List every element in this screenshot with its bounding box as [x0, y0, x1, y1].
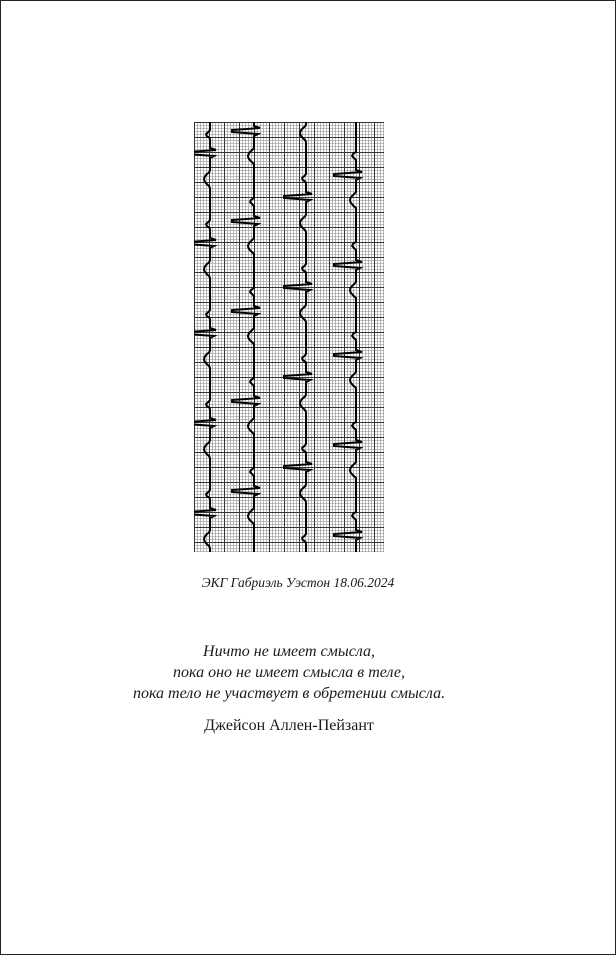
epigraph-quote — [1, 641, 577, 704]
epigraph-line: пока тело не участвует в обретении смысла. — [132, 685, 446, 702]
epigraph-line: пока оно не имеет смысла в теле, — [173, 664, 405, 681]
ecg-strip-image — [194, 122, 384, 552]
epigraph-author: Джейсон Аллен-Пейзант — [204, 717, 374, 734]
figure-caption: ЭКГ Габриэль Уэстон 18.06.2024 — [201, 575, 395, 590]
epigraph-line: Ничто не имеет смысла, — [203, 643, 375, 660]
